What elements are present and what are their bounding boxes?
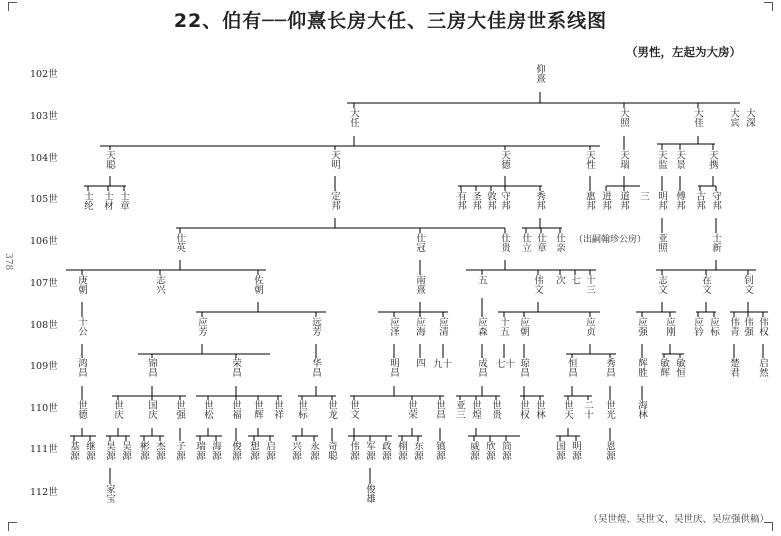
- member-wu: 五: [476, 275, 487, 285]
- gen-label-107: 107世: [30, 278, 58, 289]
- member-weiyuan2: 威源: [468, 441, 479, 460]
- member-shixin: 士新: [710, 233, 721, 252]
- member-yingze: 应泽: [388, 317, 399, 336]
- member-daobang: 道邦: [618, 191, 629, 210]
- member-san105: 三: [638, 191, 649, 201]
- member-yongyuan: 永源: [308, 441, 319, 460]
- member-jieyuan: 杰源: [154, 441, 165, 460]
- gen-label-112: 112世: [30, 487, 58, 498]
- member-nanxi: 南熹: [414, 275, 425, 294]
- member-shiqiang: 世强: [174, 400, 185, 419]
- member-yingqing: 应清: [437, 317, 448, 336]
- member-yingbiao: 应标: [708, 317, 719, 336]
- member-yinghai: 应海: [414, 317, 425, 336]
- member-tianjing: 天景: [674, 150, 685, 169]
- member-qishi: 七十: [496, 359, 516, 370]
- corner-mark-bottom-right: [764, 522, 773, 531]
- member-zhiwen: 志文: [656, 275, 667, 294]
- member-shiguang: 世光: [604, 400, 615, 419]
- member-shoubang: 守邦: [499, 191, 510, 210]
- gen-label-104: 104世: [30, 153, 58, 164]
- member-fubang: 傅邦: [674, 191, 685, 210]
- member-guoyuan: 国源: [554, 441, 565, 460]
- member-tiande: 天德: [499, 150, 510, 169]
- member-weiquan: 伟权: [757, 317, 768, 336]
- member-shigong: 十公: [76, 317, 87, 336]
- member-dingbang: 定邦: [329, 191, 340, 210]
- member-ci: 次: [554, 275, 565, 285]
- member-shisong: 世松: [202, 400, 213, 419]
- member-daren: 大任: [348, 108, 359, 127]
- member-shixiang: 世祥: [272, 400, 283, 419]
- member-tianjian: 天监: [656, 150, 667, 169]
- member-tianming: 天明: [329, 150, 340, 169]
- member-shiqing: 世庆: [112, 400, 123, 419]
- member-tongyuan: 筒源: [500, 441, 511, 460]
- member-gengchao: 庚朝: [76, 275, 87, 294]
- member-binyuan: 彬源: [138, 441, 149, 460]
- member-zhixing: 志兴: [154, 275, 165, 294]
- member-xiubang: 秀邦: [534, 191, 545, 210]
- member-yuanfang: 远芳: [310, 317, 321, 336]
- member-shifu: 世福: [230, 400, 241, 419]
- member-zaiwen: 在文: [700, 275, 711, 294]
- page-number: 378: [3, 253, 13, 271]
- member-tianrui: 天瑞: [618, 150, 629, 169]
- member-yingqian: 应钤: [692, 317, 703, 336]
- member-shiguan: 仕冠: [414, 233, 425, 252]
- member-shihuang: 世煌: [470, 400, 481, 419]
- member-shiwen: 世文: [348, 400, 359, 419]
- member-shide: 世德: [76, 400, 87, 419]
- member-shiqin: 仕亲: [554, 233, 565, 252]
- member-weiyuan: 伟源: [348, 441, 359, 460]
- member-shibiao: 世标: [296, 400, 307, 419]
- member-chengchang: 成昌: [476, 358, 487, 377]
- page-title: 22、伯有──仰熹长房大任、三房大佳房世系线图: [173, 10, 608, 32]
- member-zhengyuan: 政源: [380, 441, 391, 460]
- member-shitian: 世天: [562, 400, 573, 419]
- member-huisheng: 辉胜: [636, 358, 647, 377]
- member-huachang: 华昌: [310, 358, 321, 377]
- member-rongchang: 荣昌: [230, 358, 241, 377]
- member-shilun: 士纶: [82, 191, 93, 210]
- adoption-note: （出嗣翰珍公房）: [574, 235, 647, 245]
- member-qiran: 启然: [757, 358, 768, 377]
- member-yinggang: 应刚: [664, 317, 675, 336]
- member-yingsen: 应森: [476, 317, 487, 336]
- member-jiyuan2: 继源: [84, 441, 95, 460]
- member-dunbang: 敦邦: [485, 191, 496, 210]
- member-si: 四: [414, 358, 425, 368]
- member-dabin: 大宾: [728, 108, 739, 127]
- member-xiyuan: 栩源: [396, 441, 407, 460]
- member-jiyuan: 基源: [68, 441, 79, 460]
- member-yingfang: 应芳: [196, 317, 207, 336]
- member-yazhao: 亚照: [656, 233, 667, 252]
- member-junxiong: 俊雄: [364, 484, 375, 503]
- corner-mark-bottom-left: [8, 522, 17, 531]
- member-tianxing: 天性: [584, 150, 595, 169]
- member-jiushi: 九十: [433, 359, 453, 370]
- member-minghui: 敏辉: [658, 358, 669, 377]
- member-xinyuan: 欣源: [484, 441, 495, 460]
- member-mingyuan: 明源: [570, 441, 581, 460]
- gen-label-109: 109世: [30, 361, 58, 372]
- member-guoqing: 国庆: [146, 400, 157, 419]
- corner-mark-top-right: [764, 2, 773, 11]
- ordering-note: （男性，左起为大房）: [626, 45, 741, 59]
- gen-label-111: 111世: [30, 444, 58, 455]
- member-shisan: 十三: [584, 275, 595, 294]
- gen-label-103: 103世: [30, 111, 58, 122]
- member-huibang: 惠邦: [584, 191, 595, 210]
- member-shichang: 世昌: [434, 400, 445, 419]
- member-shizhang2: 仕章: [535, 233, 546, 252]
- member-zhenyuan: 镇源: [434, 441, 445, 460]
- member-weiqiang: 伟强: [742, 317, 753, 336]
- member-jiabao: 家宝: [104, 484, 115, 503]
- member-qi: 七: [569, 275, 580, 285]
- member-dongyuan: 东源: [412, 441, 423, 460]
- member-shigui2: 世贵: [490, 400, 501, 419]
- member-yasan: 亚三: [454, 400, 465, 419]
- member-junyuan: 俊源: [230, 441, 241, 460]
- member-yingqiang: 应强: [636, 317, 647, 336]
- member-shiwu: 十五: [498, 317, 509, 336]
- member-tiancong: 天聪: [104, 150, 115, 169]
- member-haoyuan: 昊源: [104, 441, 115, 460]
- member-shizhang: 士章: [118, 191, 129, 210]
- credit-note: （吴世煌、吴世文、吴世庆、吴应强供稿）: [588, 514, 769, 525]
- gen-label-108: 108世: [30, 320, 58, 331]
- member-weiqing: 伟青: [728, 317, 739, 336]
- gen-label-106: 106世: [30, 236, 58, 247]
- member-mingchang: 明昌: [388, 358, 399, 377]
- gen-label-105: 105世: [30, 194, 58, 205]
- member-shilin: 世林: [534, 400, 545, 419]
- member-xingyuan: 兴源: [290, 441, 301, 460]
- member-yangxi: 仰熹: [534, 64, 545, 83]
- member-xiangyuan: 想源: [248, 441, 259, 460]
- member-hengchang: 恒昌: [566, 358, 577, 377]
- member-qicong: 奇聪: [326, 441, 337, 460]
- member-qiyuan: 启源: [264, 441, 275, 460]
- member-ziyuan: 子源: [174, 441, 185, 460]
- member-shiying: 仕英: [174, 233, 185, 252]
- member-yingchao: 应朝: [518, 317, 529, 336]
- member-dajia: 大佳: [692, 108, 703, 127]
- member-shoubang2: 守邦: [710, 191, 721, 210]
- member-shilong: 世龙: [326, 400, 337, 419]
- member-yingzhen: 应贞: [584, 317, 595, 336]
- member-jinbang: 进邦: [600, 191, 611, 210]
- member-shengbang: 圣邦: [470, 191, 481, 210]
- member-jinchang: 锦昌: [146, 358, 157, 377]
- member-tianjiu: 天携: [707, 150, 718, 169]
- member-ershi: 二十: [582, 400, 593, 419]
- member-dazhao: 大照: [618, 108, 629, 127]
- member-hailin: 海林: [636, 400, 647, 419]
- member-shicai: 士材: [102, 191, 113, 210]
- member-shiquan: 世权: [518, 400, 529, 419]
- member-shili: 仕立: [520, 233, 531, 252]
- member-haiyuan: 海源: [210, 441, 221, 460]
- member-wuyuan: 吴源: [120, 441, 131, 460]
- member-gubang: 古邦: [694, 191, 705, 210]
- corner-mark-top-left: [8, 2, 17, 11]
- member-ruiyuan: 瑞源: [194, 441, 205, 460]
- member-renwen: 钊文: [742, 275, 753, 294]
- member-hongchang: 鸿昌: [76, 358, 87, 377]
- member-dashen: 大深: [744, 108, 755, 127]
- member-xiuchang: 秀昌: [604, 358, 615, 377]
- member-minheng: 敏恒: [674, 358, 685, 377]
- member-mingbang: 明邦: [656, 191, 667, 210]
- member-shirong: 世荣: [406, 400, 417, 419]
- gen-label-110: 110世: [30, 403, 58, 414]
- member-shigui: 仕贵: [499, 233, 510, 252]
- member-enyuan: 恩源: [604, 441, 615, 460]
- member-zuochao: 佐朝: [252, 275, 263, 294]
- gen-label-102: 102世: [30, 69, 58, 80]
- member-youbang: 有邦: [455, 191, 466, 210]
- member-shiyi: 世辉: [252, 400, 263, 419]
- member-chujun: 楚君: [728, 358, 739, 377]
- member-weiwen: 伟文: [532, 275, 543, 294]
- member-qiongchang: 琼昌: [518, 358, 529, 377]
- member-junyuan2: 军源: [364, 441, 375, 460]
